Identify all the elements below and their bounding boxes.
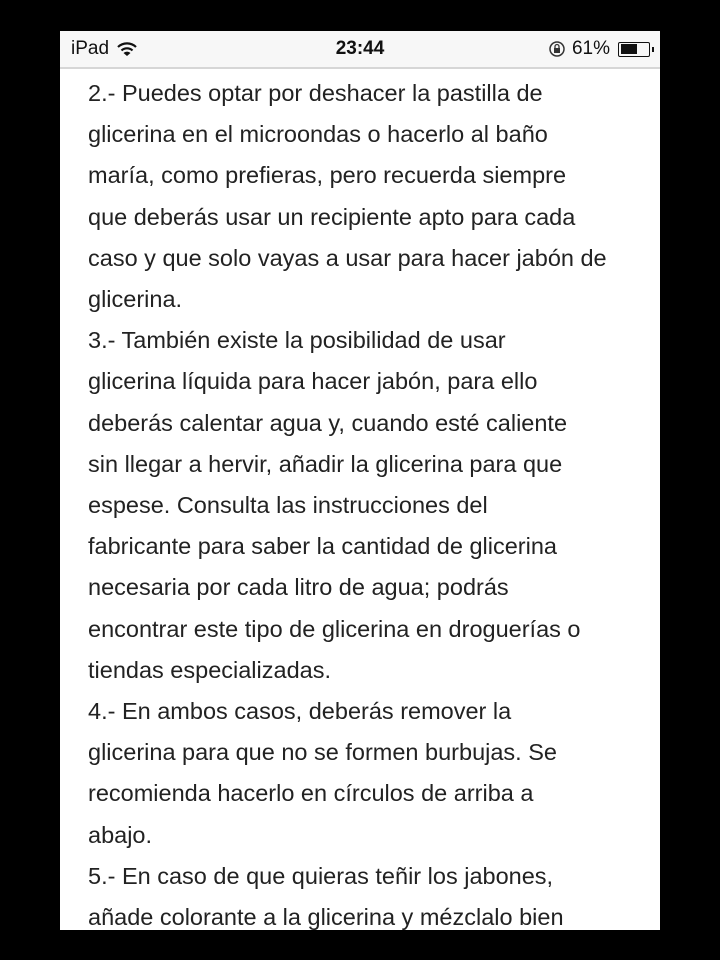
battery-percent: 61% [571, 38, 610, 59]
text-line: espese. Consulta las instrucciones del [88, 492, 488, 519]
article-body [88, 73, 658, 930]
rotation-lock-icon [548, 40, 566, 58]
status-bar [60, 31, 660, 69]
device-name: iPad [71, 38, 110, 59]
paragraph [88, 691, 658, 856]
text-line: 2.- Puedes optar por deshacer la pastilla de [88, 80, 543, 106]
text-line: maría, como prefieras, pero recuerda siempre [88, 162, 567, 189]
paragraph [88, 856, 658, 930]
screen [60, 31, 660, 930]
text-line: tiendas especializadas. [88, 656, 331, 683]
clock: 23:44 [335, 38, 385, 59]
text-line: caso y que solo vayas a usar para hacer jabón de [88, 244, 607, 271]
paragraph [88, 320, 658, 691]
text-line: sin llegar a hervir, añadir la glicerina para que [88, 450, 563, 477]
battery-icon [618, 42, 650, 57]
text-line: deberás calentar agua y, cuando esté caliente [88, 409, 568, 436]
battery-fill [621, 44, 637, 54]
text-line: añade colorante a la glicerina y mézclalo bien [88, 904, 564, 930]
text-line: glicerina para que no se formen burbujas. Se [88, 739, 557, 766]
text-line: 3.- También existe la posibilidad de usar [88, 327, 506, 354]
text-line: necesaria por cada litro de agua; podrás [88, 574, 509, 601]
paragraph [88, 73, 658, 320]
text-line: encontrar este tipo de glicerina en droguerías o [88, 615, 581, 642]
text-line: 4.- En ambos casos, deberás remover la [88, 698, 512, 725]
text-line: recomienda hacerlo en círculos de arriba a [88, 780, 534, 807]
text-line: glicerina. [88, 286, 183, 313]
text-line: que deberás usar un recipiente apto para cada [88, 203, 576, 230]
text-line: 5.- En caso de que quieras teñir los jabones, [88, 862, 554, 889]
text-line: fabricante para saber la cantidad de glicerina [88, 533, 557, 560]
text-line: abajo. [88, 821, 153, 848]
text-line: glicerina líquida para hacer jabón, para ello [88, 368, 538, 395]
text-line: glicerina en el microondas o hacerlo al baño [88, 121, 548, 148]
